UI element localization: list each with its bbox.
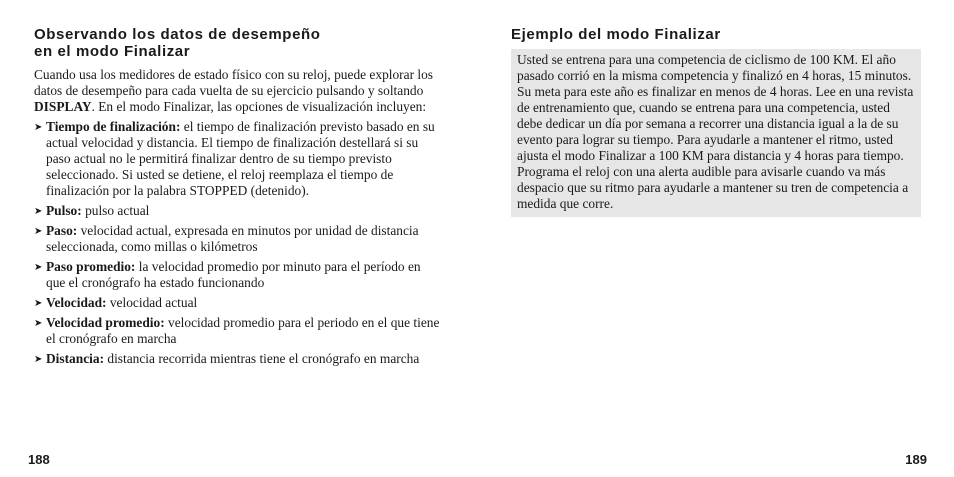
- option-description: pulso actual: [81, 203, 150, 218]
- intro-text-end: . En el modo Finalizar, las opciones de visualización incluyen:: [91, 99, 427, 114]
- arrow-bullet-icon: ➤: [34, 122, 43, 133]
- list-item: [34, 203, 442, 219]
- section-title-line-1: Observando los datos de desempeño: [34, 26, 321, 43]
- example-paragraph: Usted se entrena para una competencia de ciclismo de 100 KM. El año pasado corrió en la misma competencia y finalizó en 4 horas, 15 minutos. Su meta para este año es finalizar en menos de 4 horas. Lee en una revista de entrenamiento que, cuando se entrena para una competencia, usted debe dedicar un día por semana a recorrer una distancia igual a la de su evento para lograr su tiempo. Para ayudarle a mantener el ritmo, usted ajusta el modo Finalizar a 100 KM para distancia y 4 horas para tiempo. Programa el reloj con una alerta audible para avisarle cuando va más despacio que su ritmo para ayudarle a mantener su tren de competencia a medida que corre.: [517, 52, 914, 211]
- option-term: Paso promedio:: [46, 259, 136, 274]
- intro-text-start: Cuando usa los medidores de estado físico con su reloj, puede explorar los datos de desempeño para cada vuelta de su ejercicio pulsando y soltando: [34, 67, 434, 98]
- list-item: [34, 315, 442, 347]
- arrow-bullet-icon: ➤: [34, 318, 43, 329]
- left-page: [34, 26, 442, 371]
- option-description: el tiempo de finalización previsto basado en su actual velocidad y distancia. El tiempo de finalización destellará si su paso actual no le permitirá finalizar dentro de su tiempo previsto seleccionado. Si usted se detiene, el reloj reemplaza el tiempo de finalización por la palabra STOPPED (detenido).: [46, 119, 435, 198]
- option-term: Tiempo de finalización:: [46, 119, 181, 134]
- option-description: distancia recorrida mientras tiene el cronógrafo en marcha: [104, 351, 420, 366]
- arrow-bullet-icon: ➤: [34, 298, 43, 309]
- option-term: Paso:: [46, 223, 78, 238]
- intro-paragraph: [34, 67, 442, 115]
- page-number-right: 189: [905, 452, 927, 467]
- arrow-bullet-icon: ➤: [34, 226, 43, 237]
- option-description: velocidad promedio para el periodo en el que tiene el cronógrafo en marcha: [46, 315, 440, 346]
- display-button-name: DISPLAY: [34, 99, 92, 114]
- option-term: Velocidad:: [46, 295, 107, 310]
- option-term: Pulso:: [46, 203, 82, 218]
- example-box: [511, 49, 921, 217]
- list-item: [34, 295, 442, 311]
- display-options-list: [34, 119, 442, 367]
- list-item: [34, 223, 442, 255]
- arrow-bullet-icon: ➤: [34, 354, 43, 365]
- list-item: [34, 259, 442, 291]
- option-term: Distancia:: [46, 351, 105, 366]
- arrow-bullet-icon: ➤: [34, 206, 43, 217]
- right-page: [511, 26, 921, 217]
- section-title-line-2: en el modo Finalizar: [34, 43, 191, 60]
- list-item: [34, 119, 442, 199]
- option-description: velocidad actual, expresada en minutos por unidad de distancia seleccionada, como millas o kilómetros: [46, 223, 419, 254]
- section-title: [34, 26, 442, 60]
- page-number-left: 188: [28, 452, 50, 467]
- list-item: [34, 351, 442, 367]
- option-term: Velocidad promedio:: [46, 315, 165, 330]
- example-title: Ejemplo del modo Finalizar: [511, 26, 721, 43]
- option-description: velocidad actual: [106, 295, 198, 310]
- arrow-bullet-icon: ➤: [34, 262, 43, 273]
- option-description: la velocidad promedio por minuto para el período en que el cronógrafo ha estado funcionando: [46, 259, 421, 290]
